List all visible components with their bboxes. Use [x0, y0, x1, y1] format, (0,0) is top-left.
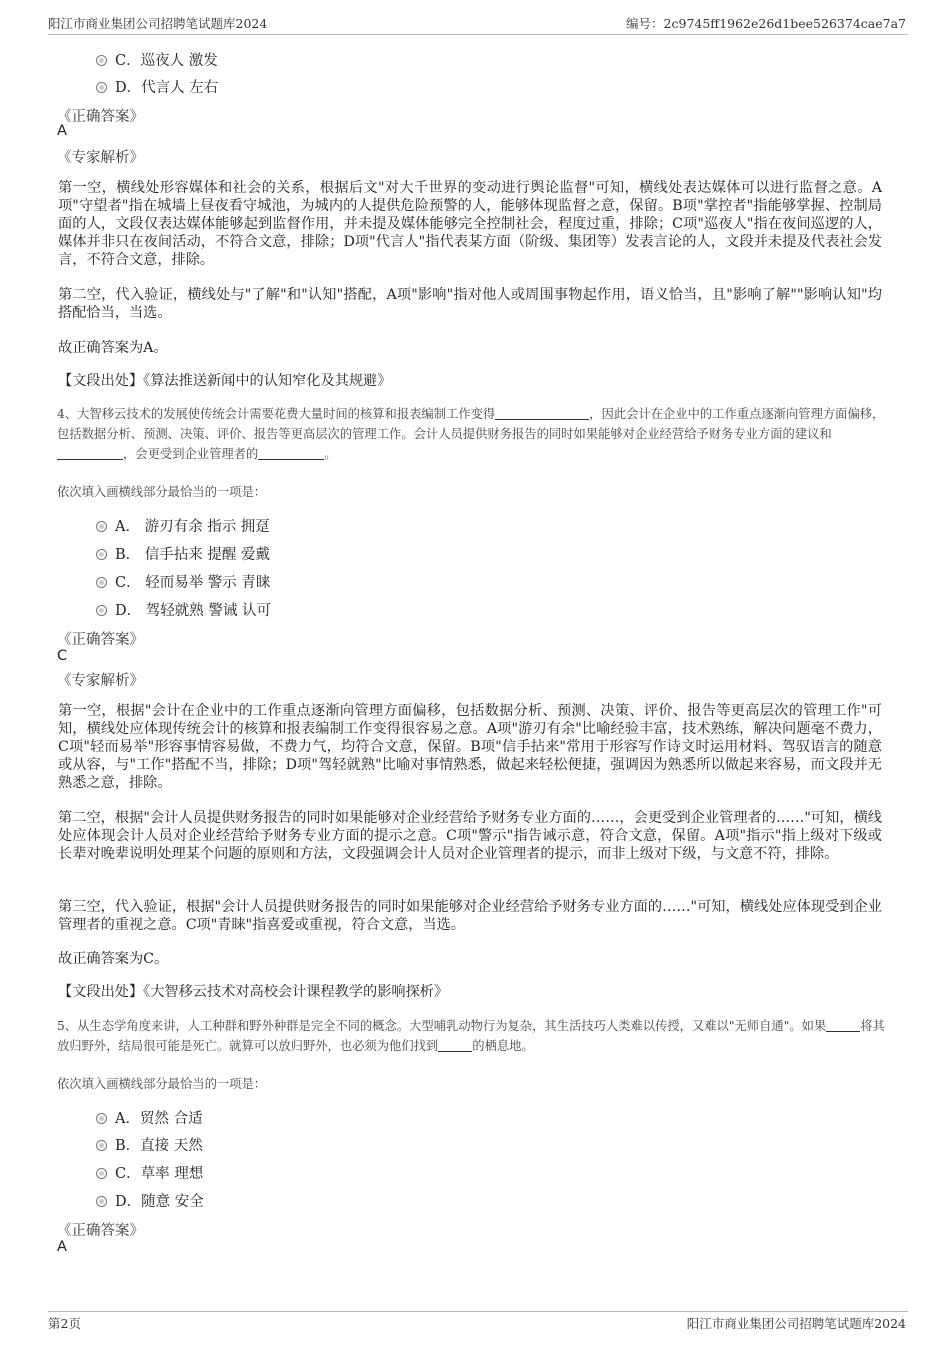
q5-option-c[interactable]: C．草率 理想: [96, 1162, 203, 1183]
q3-analysis-conclusion: 故正确答案为A。: [58, 340, 168, 356]
q4-blank-1: [495, 406, 589, 420]
radio-icon[interactable]: [96, 1168, 107, 1179]
q4-answer-label: 《正确答案》: [57, 632, 144, 648]
q4-analysis-paragraph-1: 第一空，根据"会计在企业中的工作重点逐渐向管理方面偏移，包括数据分析、预测、决策、评价、报告等更高层次的管理工作"可知，横线处应体现传统会计的核算和报表编制工作变得很容易之意。A项"游刃有余"比喻经验丰富，技术熟练，解决问题毫不费力，C项"轻而易举"形容事情容易做，不费力气，均符合文意，保留。B项"信手拈来"常用于形容写作诗文时运用材料、驾驭语言的随意或从容，与"工作"搭配不当，排除；D项"驾轻就熟"比喻对事情熟悉，做起来轻松便捷，强调因为熟悉所以做起来容易，而文段并无熟悉之意，排除。: [58, 703, 882, 791]
q4-blank-3: [258, 446, 324, 460]
radio-icon[interactable]: [96, 521, 107, 532]
q3-answer: A: [57, 123, 67, 139]
q5-instruction: 依次填入画横线部分最恰当的一项是：: [57, 1077, 267, 1091]
q3-analysis-paragraph-1: 第一空，横线处形容媒体和社会的关系，根据后文"对大千世界的变动进行舆论监督"可知，横线处表达媒体可以进行监督之意。A项"守望者"指在城墙上昼夜看守城池，为城内的人提供危险预警的人，能够体现监督之意，保留。B项"掌控者"指能够掌握、控制局面的人，文段仅表达媒体能够起到监督作用，并未提及媒体能够完全控制社会，程度过重，排除；C项"巡夜人"指在夜间巡逻的人，媒体并非只在夜间活动，不符合文意，排除；D项"代言人"指代表某方面（阶级、集团等）发表言论的人，文段并未提及代表社会发言，不符合文意，排除。: [58, 180, 882, 268]
q4-option-b[interactable]: B． 信手拈来 提醒 爱戴: [96, 543, 270, 564]
radio-icon[interactable]: [96, 1196, 107, 1207]
q3-option-c[interactable]: C．巡夜人 激发: [96, 49, 218, 70]
q4-blank-2: [57, 446, 123, 460]
q5-option-a[interactable]: A．贸然 合适: [96, 1107, 203, 1128]
radio-icon[interactable]: [96, 605, 107, 616]
q3-source: 【文段出处】《算法推送新闻中的认知窄化及其规避》: [58, 373, 392, 389]
q5-blank-2: [438, 1038, 472, 1052]
header-divider: [48, 34, 908, 35]
radio-icon[interactable]: [96, 577, 107, 588]
radio-icon[interactable]: [96, 82, 107, 93]
document-id: 编号：2c9745ff1962e26d1bee526374cae7a7: [626, 16, 906, 31]
q4-option-a[interactable]: A． 游刃有余 指示 拥趸: [96, 515, 270, 536]
q3-analysis-paragraph-2: 第二空，代入验证，横线处与"了解"和"认知"搭配，A项"影响"指对他人或周围事物起作用，语义恰当，且"影响了解""影响认知"均搭配恰当，当选。: [58, 287, 882, 321]
radio-icon[interactable]: [96, 1113, 107, 1124]
radio-icon[interactable]: [96, 549, 107, 560]
q3-analysis-label: 《专家解析》: [57, 150, 144, 166]
q4-analysis-paragraph-3: 第三空，代入验证，根据"会计人员提供财务报告的同时如果能够对企业经营给予财务专业方面的……"可知，横线处应体现受到企业管理者的重视之意。C项"青睐"指喜爱或重视，符合文意，当选。: [58, 899, 882, 933]
q5-answer: A: [57, 1239, 67, 1255]
q4-answer: C: [57, 648, 68, 664]
footer-title: 阳江市商业集团公司招聘笔试题库2024: [686, 1316, 906, 1331]
q5-option-b[interactable]: B．直接 天然: [96, 1134, 203, 1155]
q4-instruction: 依次填入画横线部分最恰当的一项是：: [57, 485, 267, 499]
q3-answer-label: 《正确答案》: [57, 109, 144, 125]
radio-icon[interactable]: [96, 1140, 107, 1151]
page-number: 第2页: [48, 1316, 81, 1331]
q4-analysis-label: 《专家解析》: [57, 673, 144, 689]
q4-source: 【文段出处】《大智移云技术对高校会计课程教学的影响探析》: [58, 984, 449, 1000]
q5-blank-1: [826, 1018, 860, 1032]
footer-divider: [48, 1311, 908, 1312]
q4-analysis-paragraph-2: 第二空，根据"会计人员提供财务报告的同时如果能够对企业经营给予财务专业方面的……，会更受到企业管理者的……"可知，横线处应体现会计人员对企业经营给予财务专业方面的提示之意。C项"警示"指告诫示意，符合文意，保留。A项"指示"指上级对下级或长辈对晚辈说明处理某个问题的原则和方法，文段强调会计人员对企业管理者的提示，而非上级对下级，与文意不符，排除。: [58, 810, 882, 862]
q4-option-d[interactable]: D． 驾轻就熟 警诫 认可: [96, 599, 271, 620]
q4-option-c[interactable]: C． 轻而易举 警示 青睐: [96, 571, 270, 592]
q4-stem: 4、大智移云技术的发展使传统会计需要花费大量时间的核算和报表编制工作变得 ，因此会计在企业中的工作重点逐渐向管理方面偏移，包括数据分析、预测、决策、评价、报告等更高层次的管理工作。会计人员提供财务报告的同时如果能够对企业经营给予财务专业方面的建议和，会更受到企业管理者的 。: [57, 407, 885, 461]
q3-option-d[interactable]: D．代言人 左右: [96, 76, 218, 97]
header-title: 阳江市商业集团公司招聘笔试题库2024: [48, 16, 268, 31]
q5-answer-label: 《正确答案》: [57, 1223, 144, 1239]
q5-stem: 5、从生态学角度来讲，人工种群和野外种群是完全不同的概念。大型哺乳动物行为复杂，其生活技巧人类难以传授，又难以"无师自通"。如果 将其放归野外，结局很可能是死亡。就算可以放归野外，也必须为他们找到 的栖息地。: [57, 1019, 885, 1053]
q5-option-d[interactable]: D．随意 安全: [96, 1190, 204, 1211]
q4-analysis-conclusion: 故正确答案为C。: [58, 951, 169, 967]
radio-icon[interactable]: [96, 55, 107, 66]
